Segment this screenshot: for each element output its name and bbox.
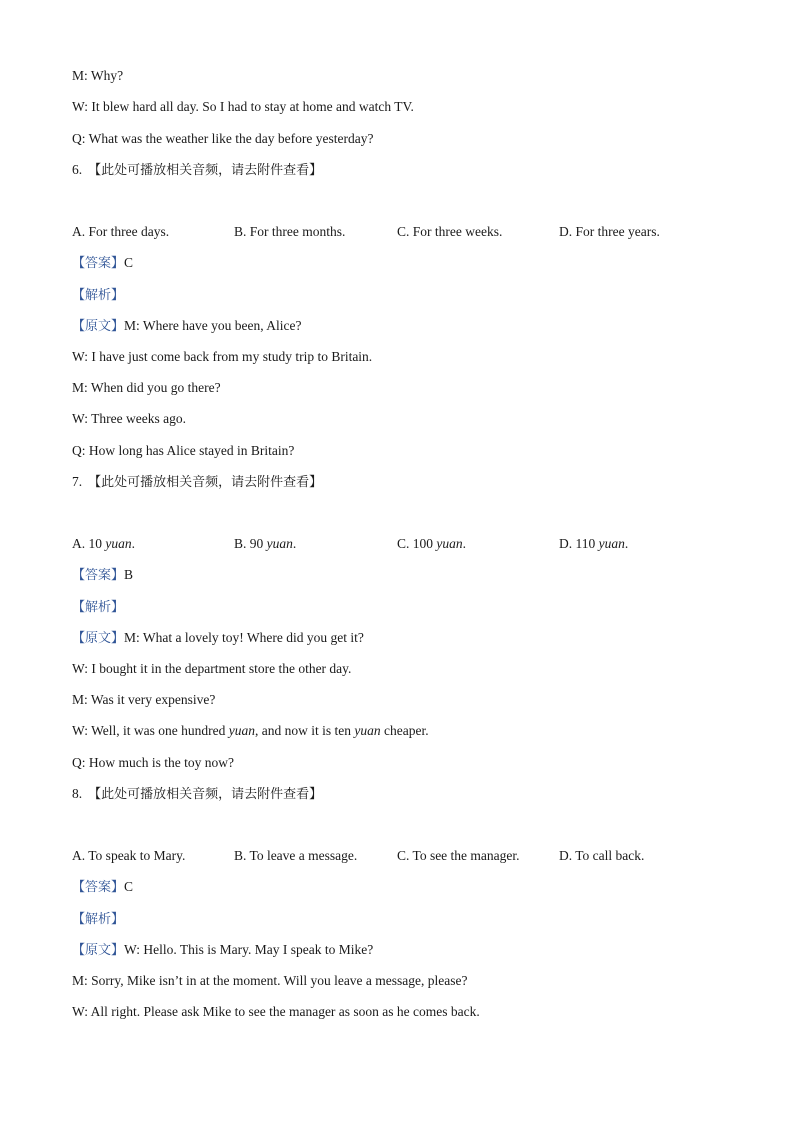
audio-notice[interactable]: 【此处可播放相关音频，请去附件查看】 (88, 787, 323, 802)
transcript-line: W: I have just come back from my study trip to Britain. (72, 349, 373, 364)
question-number: 7. (72, 474, 83, 489)
transcript-line: M: When did you go there? (72, 380, 221, 395)
q7-analysis (72, 599, 124, 616)
transcript-line: M: Was it very expensive? (72, 692, 216, 707)
q8-option-b: B. To leave a message. (234, 848, 358, 863)
question-number: 6. (72, 162, 83, 177)
analysis-tag: 【解析】 (72, 288, 125, 303)
transcript-line: M: Where have you been, Alice? (124, 318, 302, 333)
q7-option-a: A. 10 yuan. (72, 536, 135, 551)
q8-analysis (72, 911, 124, 928)
q8-original (72, 942, 373, 959)
q8-option-c: C. To see the manager. (397, 848, 520, 863)
audio-notice[interactable]: 【此处可播放相关音频，请去附件查看】 (88, 163, 323, 178)
q7-original (72, 630, 364, 647)
q7-option-c: C. 100 yuan. (397, 536, 467, 551)
q7-answer (72, 567, 133, 584)
question-8-header (72, 786, 322, 803)
transcript-line: Q: How much is the toy now? (72, 755, 234, 770)
original-tag: 【原文】 (72, 943, 125, 958)
q6-option-d: D. For three years. (559, 224, 660, 239)
transcript-line: W: Hello. This is Mary. May I speak to Mike? (124, 942, 374, 957)
question-number: 8. (72, 786, 83, 801)
q6-analysis (72, 287, 124, 304)
answer-tag: 【答案】 (72, 880, 125, 895)
dialogue-line: Q: What was the weather like the day before yesterday? (72, 131, 374, 146)
q6-answer (72, 255, 133, 272)
q8-answer (72, 879, 133, 896)
original-tag: 【原文】 (72, 319, 125, 334)
q6-option-c: C. For three weeks. (397, 224, 503, 239)
analysis-tag: 【解析】 (72, 600, 125, 615)
transcript-line: W: Three weeks ago. (72, 411, 186, 426)
transcript-line: M: What a lovely toy! Where did you get it? (124, 630, 364, 645)
q6-option-a: A. For three days. (72, 224, 170, 239)
question-7-header (72, 474, 322, 491)
answer-tag: 【答案】 (72, 568, 125, 583)
original-tag: 【原文】 (72, 631, 125, 646)
q8-option-d: D. To call back. (559, 848, 645, 863)
transcript-line: W: All right. Please ask Mike to see the manager as soon as he comes back. (72, 1004, 480, 1019)
transcript-line: Q: How long has Alice stayed in Britain? (72, 443, 295, 458)
dialogue-line: W: It blew hard all day. So I had to stay at home and watch TV. (72, 99, 414, 114)
answer-value: C (124, 879, 134, 894)
analysis-tag: 【解析】 (72, 912, 125, 927)
answer-value: C (124, 255, 134, 270)
transcript-line: M: Sorry, Mike isn’t in at the moment. Will you leave a message, please? (72, 973, 468, 988)
q6-option-b: B. For three months. (234, 224, 346, 239)
dialogue-line: M: Why? (72, 68, 124, 83)
transcript-line: W: I bought it in the department store the other day. (72, 661, 352, 676)
q7-option-d: D. 110 yuan. (559, 536, 629, 551)
q8-option-a: A. To speak to Mary. (72, 848, 186, 863)
audio-notice[interactable]: 【此处可播放相关音频，请去附件查看】 (88, 475, 323, 490)
answer-tag: 【答案】 (72, 256, 125, 271)
answer-value: B (124, 567, 134, 582)
q6-original (72, 318, 301, 335)
transcript-line: W: Well, it was one hundred yuan, and now it is ten yuan cheaper. (72, 723, 429, 738)
question-6-header (72, 162, 322, 179)
q7-option-b: B. 90 yuan. (234, 536, 297, 551)
